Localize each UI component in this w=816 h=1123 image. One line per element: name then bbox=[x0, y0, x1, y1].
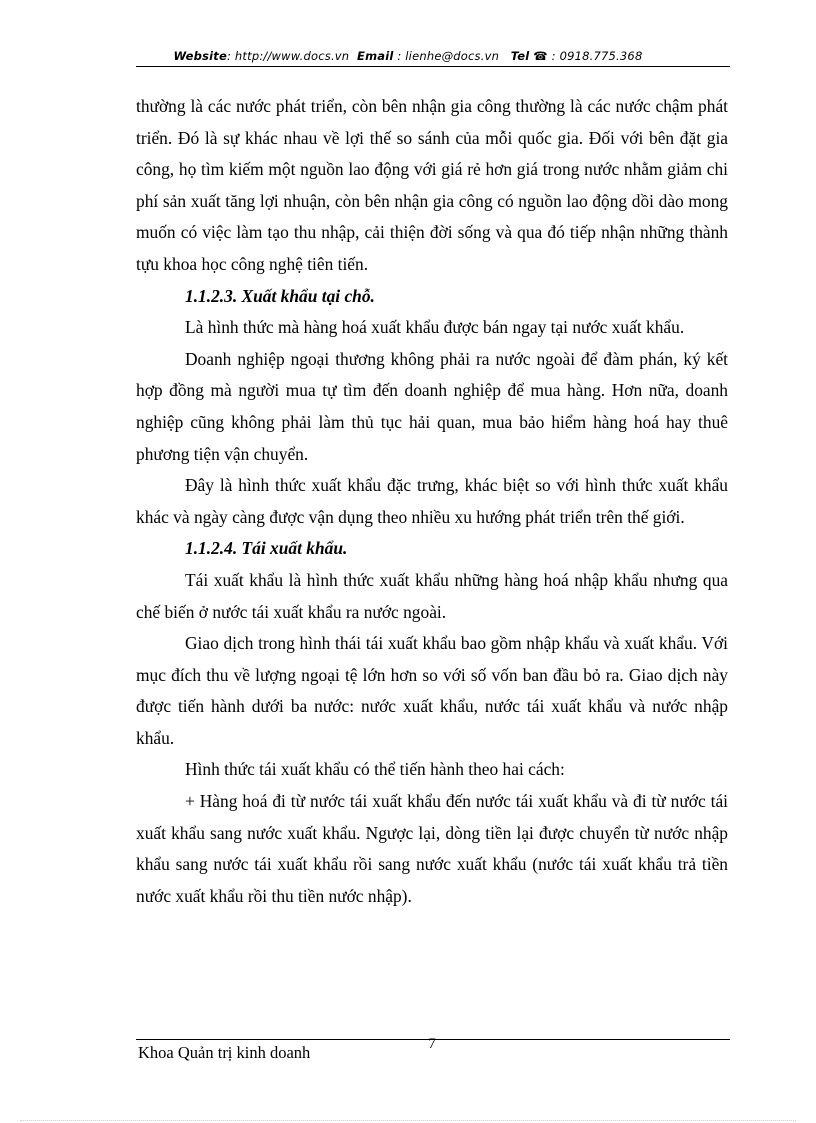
phone-icon: ☎ bbox=[533, 49, 548, 63]
paragraph: Đây là hình thức xuất khẩu đặc trưng, khác biệt so với hình thức xuất khẩu khác và ngày càng được vận dụng theo nhiều xu hướng phát triển trên thế giới. bbox=[136, 475, 728, 527]
paragraph: thường là các nước phát triển, còn bên nhận gia công thường là các nước chậm phát triển. Đó là sự khác nhau về lợi thế so sánh của mỗi quốc gia. Đối với bên đặt gia công, họ tìm kiếm một nguồn lao động với giá rẻ hơn giá trong nước nhằm giảm chi phí sản xuất tăng lợi nhuận, còn bên nhận gia công có nguồn lao động dồi dào mong muốn có việc làm tạo thu nhập, cải thiện đời sống và qua đó tiếp nhận những thành tựu khoa học công nghệ tiên tiến. bbox=[136, 96, 728, 274]
page-edge-divider bbox=[20, 1120, 796, 1121]
email-value: : lienhe@docs.vn bbox=[393, 49, 500, 63]
website-label: Website bbox=[173, 49, 227, 63]
paragraph: + Hàng hoá đi từ nước tái xuất khẩu đến nước tái xuất khẩu và đi từ nước tái xuất khẩu sang nước xuất khẩu. Ngược lại, dòng tiền lại được chuyển từ nước nhập khẩu sang nước tái xuất khẩu rồi sang nước xuất khẩu (nước tái xuất khẩu trả tiền nước xuất khẩu rồi thu tiền nước nhập). bbox=[136, 791, 728, 906]
paragraph: Giao dịch trong hình thái tái xuất khẩu bao gồm nhập khẩu và xuất khẩu. Với mục đích thu về lượng ngoại tệ lớn hơn so với số vốn ban đầu bỏ ra. Giao dịch này được tiến hành dưới ba nước: nước xuất khẩu, nước tái xuất khẩu và nước nhập khẩu. bbox=[136, 633, 728, 748]
paragraph: Là hình thức mà hàng hoá xuất khẩu được bán ngay tại nước xuất khẩu. bbox=[185, 317, 685, 338]
header-divider bbox=[136, 66, 730, 67]
page-header bbox=[0, 49, 816, 63]
paragraph: Tái xuất khẩu là hình thức xuất khẩu những hàng hoá nhập khẩu nhưng qua chế biến ở nước tái xuất khẩu ra nước ngoài. bbox=[136, 569, 728, 622]
tel-label: Tel bbox=[510, 49, 530, 63]
page-number: 7 bbox=[428, 1036, 436, 1052]
section-heading: 1.1.2.3. Xuất khẩu tại chỗ. bbox=[185, 285, 375, 306]
paragraph: Hình thức tái xuất khẩu có thể tiến hành theo hai cách: bbox=[185, 759, 565, 780]
email-label: Email bbox=[357, 49, 394, 63]
section-heading: 1.1.2.4. Tái xuất khẩu. bbox=[185, 538, 348, 559]
document-body bbox=[136, 91, 728, 912]
tel-value: : 0918.775.368 bbox=[551, 49, 643, 63]
paragraph: Doanh nghiệp ngoại thương không phải ra nước ngoài để đàm phán, ký kết hợp đồng mà người mua tự tìm đến doanh nghiệp để mua hàng. Hơn nữa, doanh nghiệp cũng không phải làm thủ tục hải quan, mua bảo hiểm hàng hoá hay thuê phương tiện vận chuyển. bbox=[136, 348, 728, 464]
footer-faculty: Khoa Quản trị kinh doanh bbox=[138, 1043, 311, 1062]
website-value: : http://www.docs.vn bbox=[227, 49, 350, 63]
